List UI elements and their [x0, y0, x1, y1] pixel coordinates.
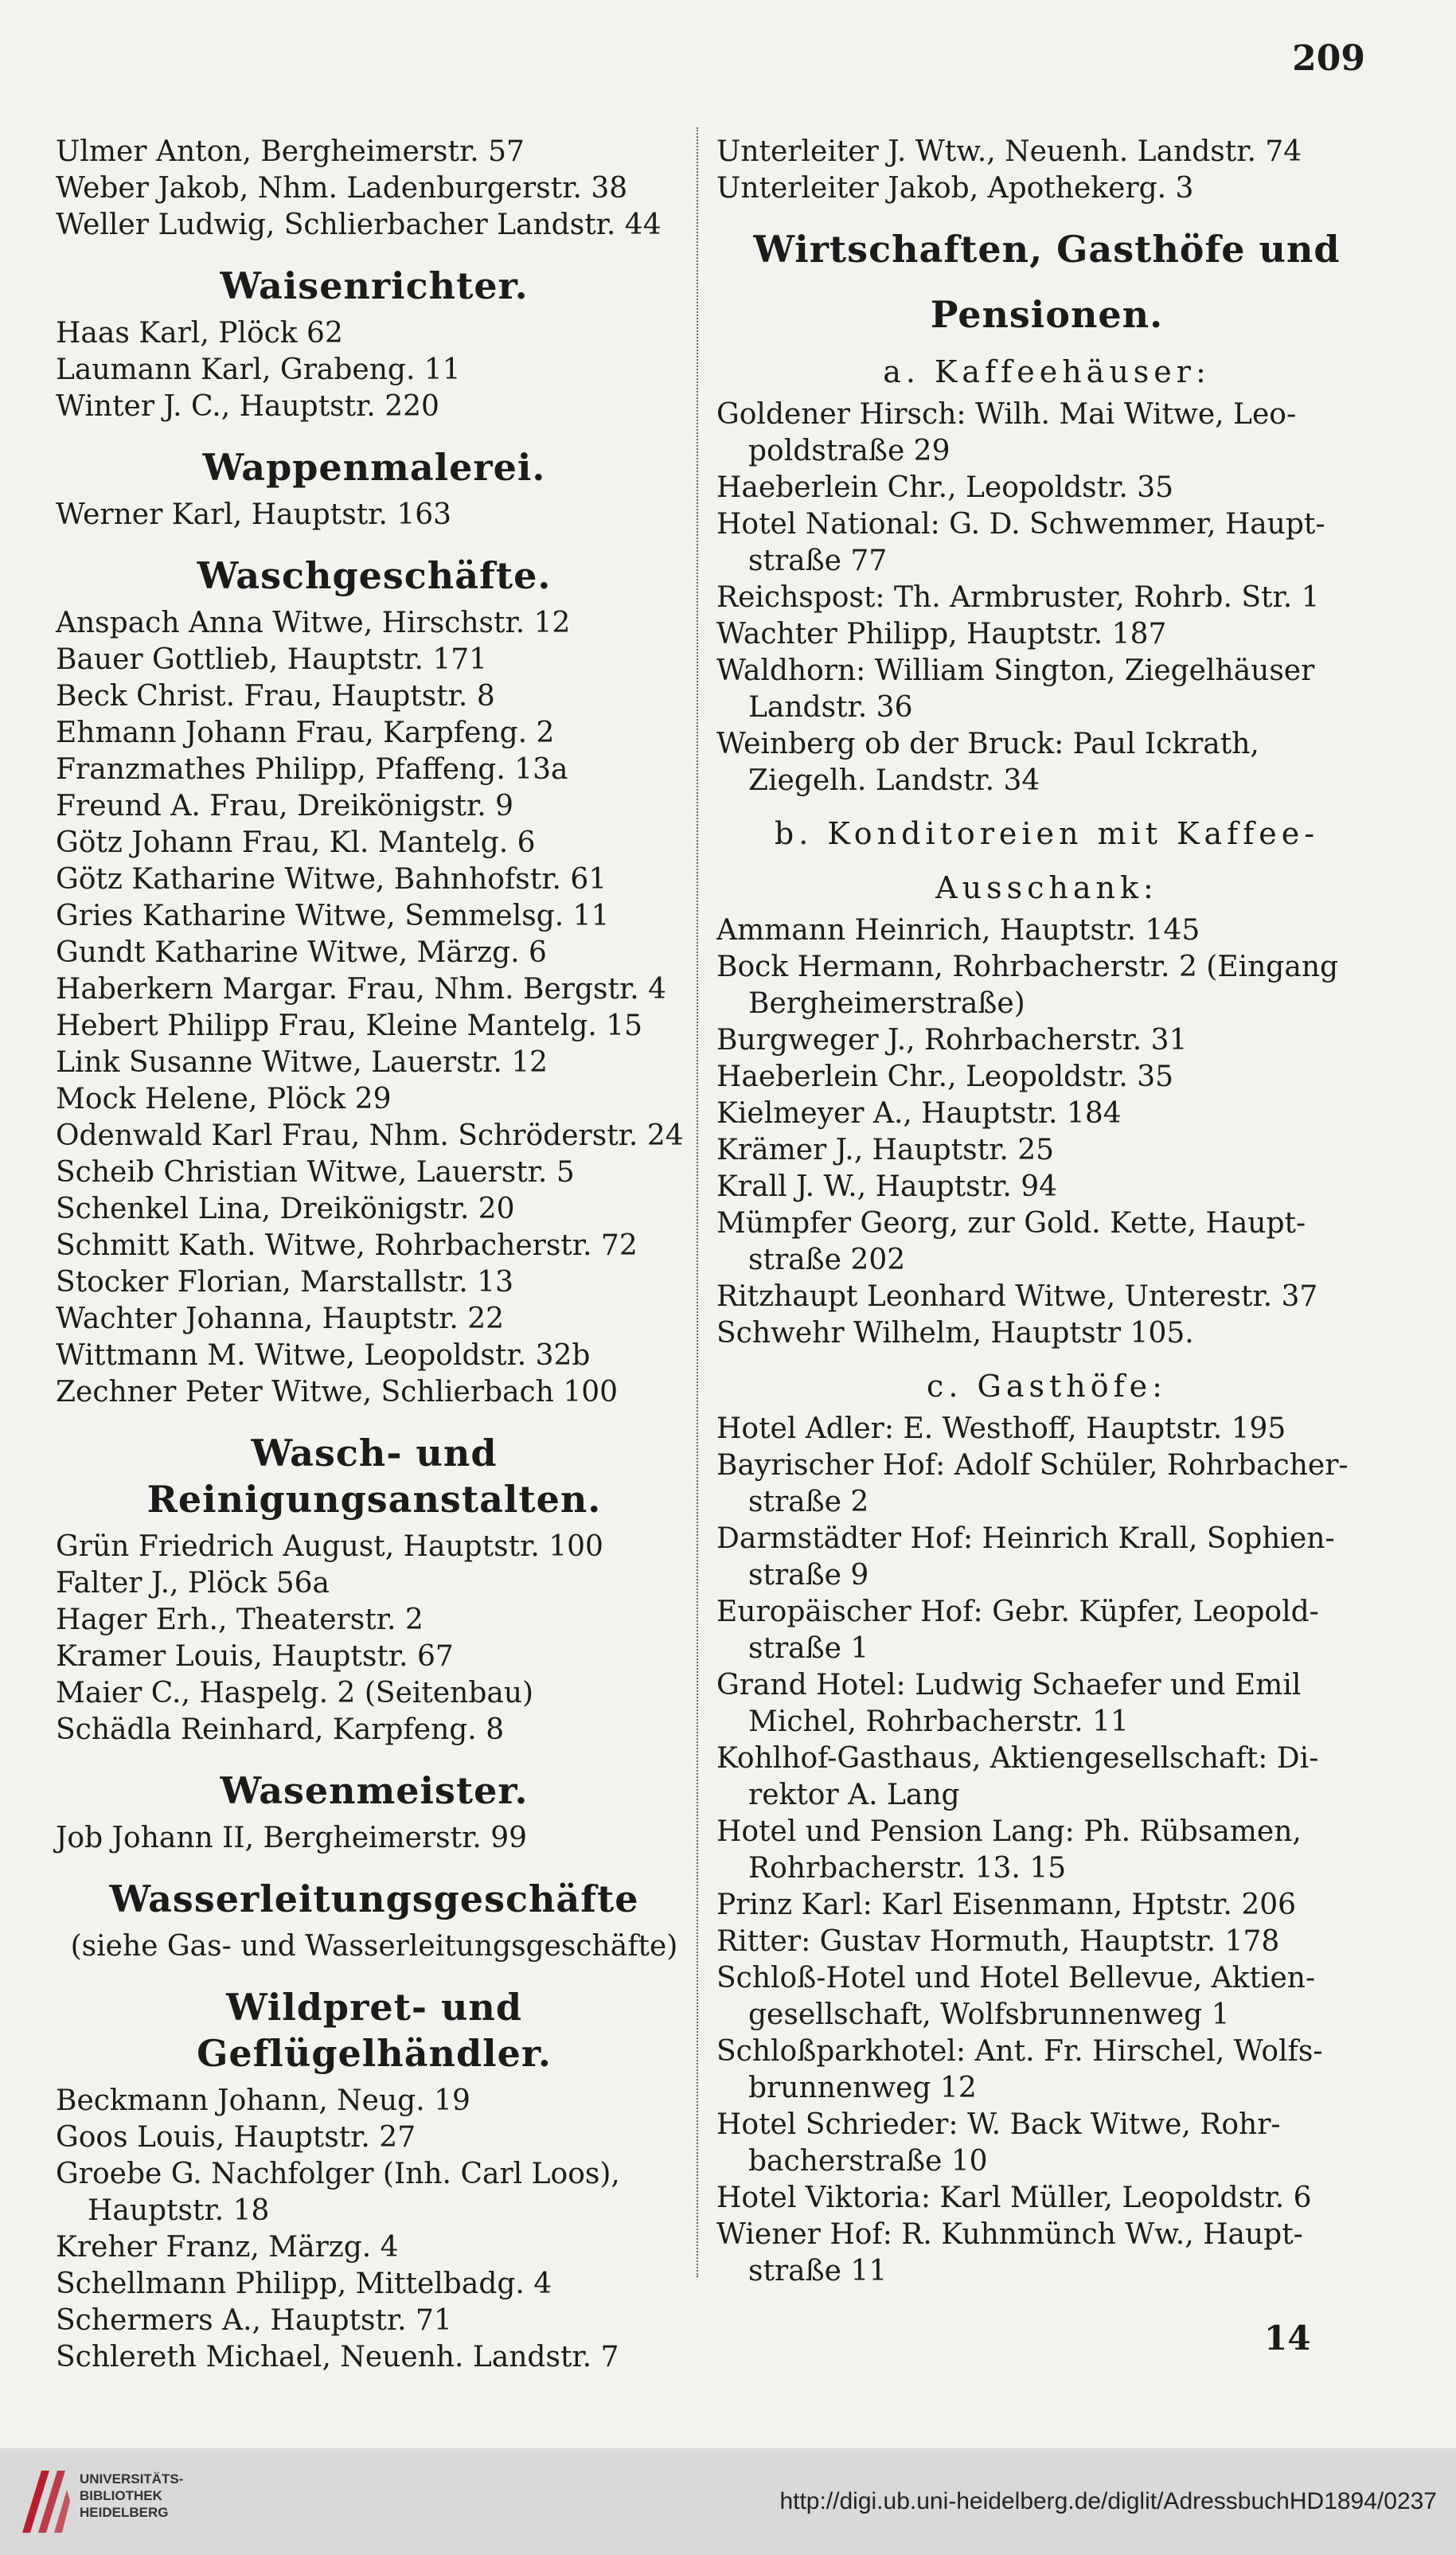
directory-entry: Schädla Reinhard, Karpfeng. 8 — [56, 1713, 505, 1746]
directory-entry: Haeberlein Chr., Leopoldstr. 35 — [716, 471, 1174, 504]
directory-entry: Kramer Louis, Hauptstr. 67 — [56, 1640, 454, 1673]
footer-bar — [0, 2448, 1456, 2555]
directory-entry: Kreher Franz, Märzg. 4 — [56, 2231, 399, 2264]
section-heading: Wasch- und Reinigungsanstalten. — [146, 1432, 602, 1521]
directory-entry: Haas Karl, Plöck 62 — [56, 317, 343, 350]
directory-entry: Krall J. W., Hauptstr. 94 — [716, 1170, 1058, 1203]
right-column — [716, 134, 1377, 2290]
directory-entry: Kielmeyer A., Hauptstr. 184 — [716, 1097, 1122, 1130]
directory-entry: Zechner Peter Witwe, Schlierbach 100 — [56, 1376, 619, 1408]
left-column — [56, 134, 693, 2376]
directory-entry: Maier C., Haspelg. 2 (Seitenbau) — [56, 1677, 534, 1709]
entry-continuation: straße 202 — [748, 1244, 906, 1276]
directory-entry: Wachter Johanna, Hauptstr. 22 — [56, 1303, 505, 1335]
directory-entry: Prinz Karl: Karl Eisenmann, Hptstr. 206 — [716, 1889, 1297, 1921]
source-url-link[interactable]: http://digi.ub.uni-heidelberg.de/diglit/AdressbuchHD1894/0237 — [779, 2488, 1437, 2514]
page-number: 209 — [1292, 38, 1365, 79]
directory-entry: Schlereth Michael, Neuenh. Landstr. 7 — [56, 2341, 619, 2373]
entry-continuation: Landstr. 36 — [748, 691, 913, 724]
directory-entry: Haberkern Margar. Frau, Nhm. Bergstr. 4 — [56, 973, 666, 1006]
directory-entry: Hager Erh., Theaterstr. 2 — [56, 1604, 424, 1636]
directory-entry: Odenwald Karl Frau, Nhm. Schröderstr. 24 — [56, 1119, 684, 1152]
directory-entry: Hotel Schrieder: W. Back Witwe, Rohr- — [716, 2108, 1281, 2141]
directory-entry: Darmstädter Hof: Heinrich Krall, Sophien- — [716, 1522, 1335, 1555]
directory-entry: Schloßparkhotel: Ant. Fr. Hirschel, Wolfs- — [716, 2035, 1323, 2068]
directory-entry: Franzmathes Philipp, Pfaffeng. 13a — [56, 753, 568, 786]
directory-entry: Scheib Christian Witwe, Lauerstr. 5 — [56, 1156, 575, 1189]
section-heading: Wasenmeister. — [220, 1769, 529, 1812]
directory-entry: Weinberg ob der Bruck: Paul Ickrath, — [716, 728, 1259, 760]
directory-entry: Mümpfer Georg, zur Gold. Kette, Haupt- — [716, 1207, 1306, 1240]
cross-reference-note: (siehe Gas- und Wasserleitungsgeschäfte) — [70, 1930, 678, 1963]
directory-entry: Beck Christ. Frau, Hauptstr. 8 — [56, 680, 495, 713]
section-subheading: c. Gasthöfe: — [927, 1369, 1167, 1404]
entry-continuation: straße 1 — [748, 1632, 869, 1665]
directory-entry: Bayrischer Hof: Adolf Schüler, Rohrbacher- — [716, 1449, 1349, 1482]
directory-entry: Goos Louis, Hauptstr. 27 — [56, 2121, 416, 2154]
entry-continuation: straße 2 — [748, 1486, 869, 1518]
directory-entry: Schmitt Kath. Witwe, Rohrbacherstr. 72 — [56, 1229, 638, 1262]
entry-continuation: bacherstraße 10 — [748, 2145, 988, 2178]
directory-entry: Schloß-Hotel und Hotel Bellevue, Aktien- — [716, 1962, 1316, 1994]
footer-page-number: 14 — [1264, 2319, 1311, 2358]
entry-continuation: straße 9 — [748, 1559, 869, 1592]
entry-continuation: Ziegelh. Landstr. 34 — [748, 764, 1040, 797]
directory-entry: Hotel und Pension Lang: Ph. Rübsamen, — [716, 1815, 1302, 1848]
entry-continuation: Rohrbacherstr. 13. 15 — [748, 1852, 1067, 1885]
directory-entry: Ritzhaupt Leonhard Witwe, Unterestr. 37 — [716, 1280, 1318, 1313]
directory-entry: Hebert Philipp Frau, Kleine Mantelg. 15 — [56, 1010, 643, 1042]
section-subheading: a. Kaffeehäuser: — [883, 354, 1211, 389]
directory-entry: Anspach Anna Witwe, Hirschstr. 12 — [56, 607, 571, 639]
directory-entry: Schellmann Philipp, Mittelbadg. 4 — [56, 2268, 552, 2300]
directory-entry: Winter J. C., Hauptstr. 220 — [56, 390, 439, 423]
directory-entry: Krämer J., Hauptstr. 25 — [716, 1134, 1055, 1166]
directory-entry: Götz Johann Frau, Kl. Mantelg. 6 — [56, 826, 536, 859]
section-heading: Pensionen. — [930, 293, 1164, 336]
directory-entry: Bock Hermann, Rohrbacherstr. 2 (Eingang — [716, 951, 1339, 983]
entry-continuation: straße 11 — [748, 2255, 888, 2287]
directory-entry: Schwehr Wilhelm, Hauptstr 105. — [716, 1317, 1194, 1350]
directory-entry: Weller Ludwig, Schlierbacher Landstr. 44 — [56, 209, 662, 241]
directory-entry: Schermers A., Hauptstr. 71 — [56, 2304, 452, 2337]
column-divider — [697, 127, 700, 2277]
entry-continuation: gesellschaft, Wolfsbrunnenweg 1 — [748, 1998, 1230, 2031]
directory-entry: Kohlhof-Gasthaus, Aktiengesellschaft: Di- — [716, 1742, 1319, 1775]
directory-entry: Unterleiter Jakob, Apothekerg. 3 — [716, 172, 1194, 205]
library-name: UNIVERSITÄTS- BIBLIOTHEK HEIDELBERG — [80, 2471, 184, 2520]
directory-entry: Freund A. Frau, Dreikönigstr. 9 — [56, 790, 514, 822]
entry-continuation: brunnenweg 12 — [748, 2072, 977, 2104]
directory-entry: Grand Hotel: Ludwig Schaefer und Emil — [716, 1669, 1302, 1701]
entry-continuation: Bergheimerstraße) — [748, 987, 1025, 1020]
library-seal-icon — [18, 2466, 73, 2537]
directory-entry: Stocker Florian, Marstallstr. 13 — [56, 1266, 514, 1299]
directory-entry: Waldhorn: William Sington, Ziegelhäuser — [716, 654, 1315, 687]
directory-entry: Burgweger J., Rohrbacherstr. 31 — [716, 1024, 1188, 1057]
directory-entry: Beckmann Johann, Neug. 19 — [56, 2084, 470, 2117]
section-subheading: Ausschank: — [935, 870, 1158, 905]
section-heading: Wasserleitungsgeschäfte — [109, 1877, 639, 1920]
section-heading: Wirtschaften, Gasthöfe und — [753, 228, 1341, 271]
entry-continuation: poldstraße 29 — [748, 435, 950, 467]
directory-entry: Goldener Hirsch: Wilh. Mai Witwe, Leo- — [716, 398, 1297, 431]
directory-entry: Ritter: Gustav Hormuth, Hauptstr. 178 — [716, 1925, 1280, 1958]
directory-entry: Wittmann M. Witwe, Leopoldstr. 32b — [56, 1339, 591, 1372]
directory-entry: Werner Karl, Hauptstr. 163 — [56, 498, 452, 531]
directory-entry: Grün Friedrich August, Hauptstr. 100 — [56, 1530, 603, 1563]
directory-entry: Schenkel Lina, Dreikönigstr. 20 — [56, 1193, 515, 1225]
entry-continuation: Hauptstr. 18 — [88, 2194, 270, 2227]
section-heading: Waschgeschäfte. — [197, 554, 552, 597]
directory-entry: Ehmann Johann Frau, Karpfeng. 2 — [56, 717, 555, 749]
directory-entry: Gries Katharine Witwe, Semmelsg. 11 — [56, 900, 610, 932]
directory-entry: Job Johann II, Bergheimerstr. 99 — [56, 1822, 528, 1854]
section-heading: Waisenrichter. — [220, 264, 529, 307]
section-subheading: b. Konditoreien mit Kaffee- — [774, 816, 1320, 851]
directory-entry: Link Susanne Witwe, Lauerstr. 12 — [56, 1046, 548, 1079]
entry-continuation: Michel, Rohrbacherstr. 11 — [748, 1705, 1129, 1738]
directory-entry: Laumann Karl, Grabeng. 11 — [56, 354, 461, 386]
directory-entry: Unterleiter J. Wtw., Neuenh. Landstr. 74 — [716, 135, 1302, 168]
directory-entry: Mock Helene, Plöck 29 — [56, 1083, 392, 1115]
section-heading: Wappenmalerei. — [202, 446, 546, 489]
entry-continuation: rektor A. Lang — [748, 1779, 960, 1811]
directory-entry: Groebe G. Nachfolger (Inh. Carl Loos), — [56, 2158, 620, 2190]
directory-entry: Weber Jakob, Nhm. Ladenburgerstr. 38 — [56, 172, 628, 205]
directory-entry: Götz Katharine Witwe, Bahnhofstr. 61 — [56, 863, 607, 896]
directory-entry: Haeberlein Chr., Leopoldstr. 35 — [716, 1061, 1174, 1093]
directory-entry: Hotel Viktoria: Karl Müller, Leopoldstr. 6 — [716, 2182, 1312, 2214]
directory-entry: Ulmer Anton, Bergheimerstr. 57 — [56, 135, 525, 168]
directory-entry: Bauer Gottlieb, Hauptstr. 171 — [56, 643, 488, 676]
directory-entry: Wachter Philipp, Hauptstr. 187 — [716, 618, 1167, 650]
entry-continuation: straße 77 — [748, 545, 888, 577]
directory-entry: Reichspost: Th. Armbruster, Rohrb. Str. 1 — [716, 581, 1320, 614]
directory-entry: Hotel National: G. D. Schwemmer, Haupt- — [716, 508, 1325, 541]
directory-entry: Hotel Adler: E. Westhoff, Hauptstr. 195 — [716, 1412, 1286, 1445]
directory-entry: Europäischer Hof: Gebr. Küpfer, Leopold- — [716, 1596, 1319, 1628]
directory-entry: Falter J., Plöck 56a — [56, 1567, 330, 1600]
directory-entry: Ammann Heinrich, Hauptstr. 145 — [716, 914, 1200, 947]
directory-entry: Gundt Katharine Witwe, Märzg. 6 — [56, 936, 547, 969]
section-heading: Wildpret- und Geflügelhändler. — [197, 1986, 552, 2075]
directory-entry: Wiener Hof: R. Kuhnmünch Ww., Haupt- — [716, 2218, 1303, 2251]
